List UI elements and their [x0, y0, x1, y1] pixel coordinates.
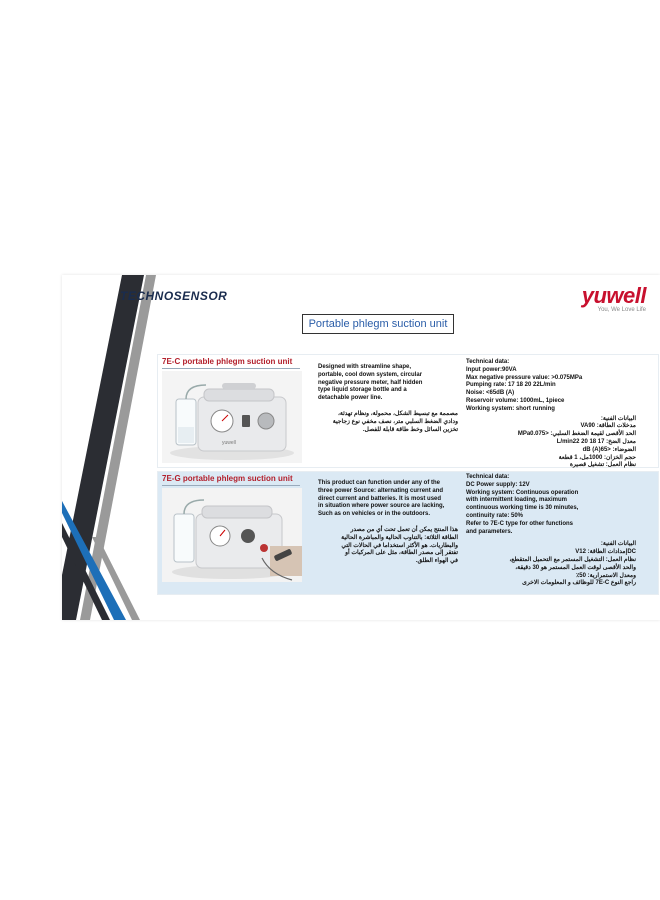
technical-data-ar	[466, 541, 654, 588]
product-panel-7e-g	[157, 471, 659, 595]
spec-line-ar: راجع النوع 7E-C للوظائف و المعلومات الاخرى	[522, 580, 636, 587]
product-heading: 7E-G portable phlegm suction unit	[162, 474, 293, 483]
spec-line-ar: معدل الضخ: L/min22 20 18 17	[556, 438, 636, 445]
spec-line-ar: نظام العمل: تشغيل قصيرة	[569, 462, 636, 469]
suction-unit-photo	[162, 371, 302, 463]
desc-line-ar: تفتقر إلى مصدر الطاقة، مثل على المركبات أو	[345, 550, 458, 557]
desc-line: three power Source: alternating current and	[318, 487, 444, 494]
description-ar	[318, 411, 458, 434]
spec-line: DC Power supply: 12V	[466, 481, 530, 488]
desc-line: Designed with streamline shape,	[318, 364, 412, 370]
desc-line-ar: هذا المنتج يمكن أن تعمل تحت أي من مصدر	[350, 526, 458, 533]
spec-line-ar: نظام العمل: التشغيل المستمر مع التحميل المتقطع،	[509, 556, 636, 563]
svg-text:yuwell: yuwell	[222, 440, 236, 446]
desc-line-ar: في الهواء الطلق.	[415, 558, 458, 565]
spec-line-ar: مدخلات الطاقة: VA90	[580, 423, 636, 430]
technosensor-logo	[120, 289, 227, 303]
spec-line-ar: الضوضاء: <dB (A)65	[582, 446, 636, 453]
product-description	[318, 480, 458, 566]
spec-line-ar: البيانات الفنية:	[600, 415, 636, 422]
suction-unit-photo	[162, 486, 302, 582]
spec-line: Technical data:	[466, 474, 510, 480]
spec-line: continuity rate: 50%	[466, 512, 524, 519]
technical-data	[466, 359, 654, 470]
desc-line: in situation where power source are lacking,	[318, 503, 445, 510]
description-ar	[318, 527, 458, 566]
desc-line: direct current and batteries. It is most used	[318, 495, 442, 502]
desc-line: negative pressure meter, half hidden	[318, 379, 423, 386]
technical-data-ar	[466, 416, 654, 471]
product-description	[318, 364, 458, 434]
desc-line: Such as on vehicles or in the outdoors.	[318, 511, 431, 518]
spec-line: Pumping rate: 17 18 20 22L/min	[466, 382, 556, 389]
spec-line: Working system: Continuous operation	[466, 489, 579, 496]
description-en	[318, 480, 458, 519]
heading-divider	[162, 368, 300, 369]
desc-line-ar: الطاقة الثلاثة: بالتناوب الحالية والمباشرة الحالية	[341, 534, 458, 541]
desc-line: This product can function under any of the	[318, 480, 441, 486]
slide	[62, 275, 660, 620]
technical-data	[466, 474, 654, 588]
spec-line: with intermittent loading, maximum	[466, 497, 568, 504]
spec-line: Technical data:	[466, 359, 510, 365]
spec-line-ar: الحد الأقصى لقيمة الضغط السلبي: <MPa0.075	[517, 431, 636, 438]
desc-line-ar: تخزين السائل وخط طاقة قابلة للفصل.	[362, 426, 458, 433]
spec-line: Max negative pressure value: >0.075MPa	[466, 374, 583, 381]
technosensor-logo-text: TECHNOSENSOR	[120, 289, 228, 303]
yuwell-logo	[582, 283, 646, 313]
spec-line: Reservoir volume: 1000mL, 1piece	[466, 397, 565, 404]
desc-line: portable, cool down system, circular	[318, 371, 423, 378]
spec-line: Input power:90VA	[466, 366, 517, 373]
desc-line-ar: ودادي الضغط السلبي متر، نصف مخفي نوع زجاجية	[332, 418, 458, 425]
spec-line-ar: البيانات الفنية:	[600, 541, 636, 548]
spec-line-ar: والحد الأقصى لوقت العمل المستمر هو 30 دقيقة،	[515, 564, 636, 571]
spec-line-ar: DCإمدادات الطاقة: V12	[575, 549, 636, 556]
spec-line: and parameters.	[466, 528, 513, 535]
description-en	[318, 364, 458, 403]
yuwell-tagline: You, We Love Life	[597, 307, 646, 313]
yuwell-logo-text: yuwell	[581, 283, 646, 308]
spec-line: Refer to 7E-C type for other functions	[466, 520, 574, 527]
spec-line: Noise: <65dB (A)	[466, 390, 515, 397]
product-heading: 7E-C portable phlegm suction unit	[162, 357, 293, 366]
spec-line: continuous working time is 30 minutes,	[466, 505, 579, 512]
slide-title: Portable phlegm suction unit	[302, 314, 454, 334]
product-panel-7e-c	[157, 354, 659, 468]
spec-line-ar: حجم الخزان: 1000مل، 1 قطعة	[558, 454, 636, 461]
desc-line: detachable power line.	[318, 395, 383, 402]
desc-line: type liquid storage bottle and a	[318, 387, 407, 394]
spec-line: Working system: short running	[466, 405, 555, 412]
desc-line-ar: والبطاريات. هو الأكثر استخداما في الحالات التي	[341, 542, 458, 549]
spec-line-ar: ومعدل الاستمرارية: 50٪	[576, 572, 636, 579]
desc-line-ar: مصممة مع تبسيط الشكل، محمولة، ونظام تهدئة،	[337, 410, 458, 417]
